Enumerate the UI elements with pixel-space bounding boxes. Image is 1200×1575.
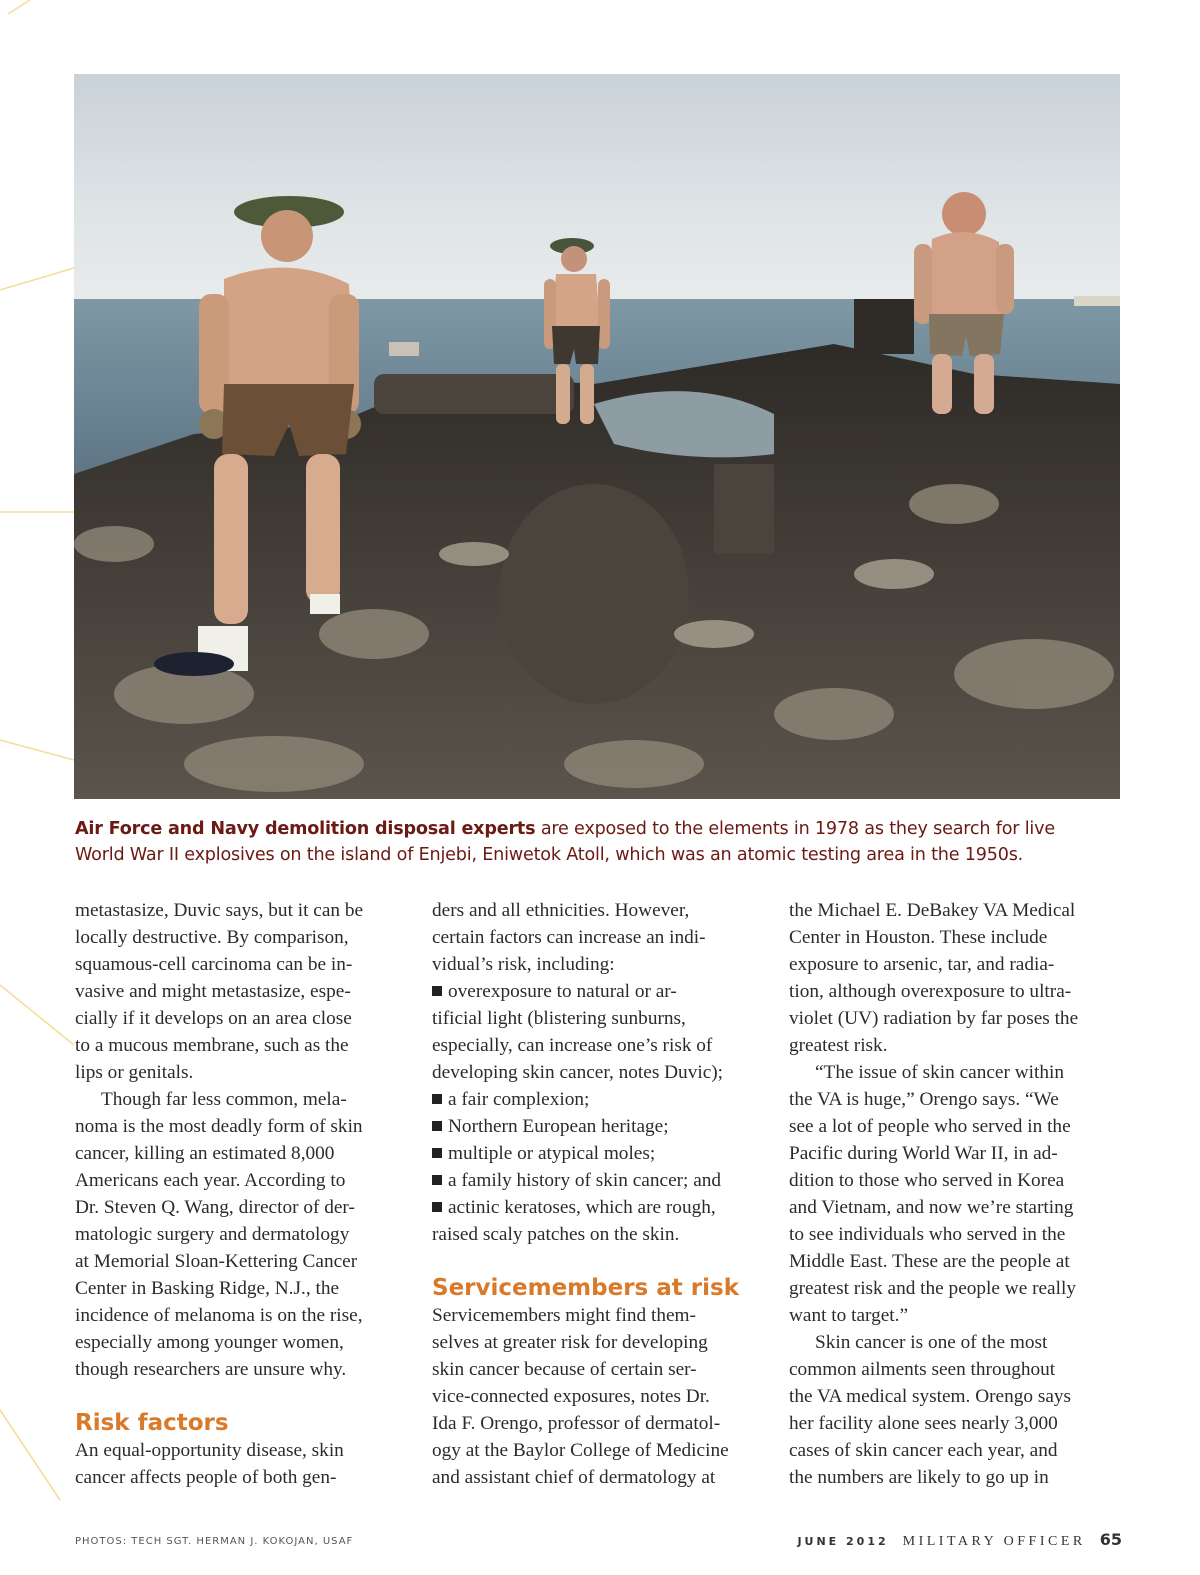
text-line: Center in Basking Ridge, N.J., the <box>75 1278 340 1299</box>
text-line: a fair complexion; <box>448 1089 590 1110</box>
text-line: especially among younger women, <box>75 1332 344 1353</box>
text-line: see a lot of people who served in the <box>789 1116 1071 1137</box>
text-line: common ailments seen throughout <box>789 1359 1056 1380</box>
paragraph <box>75 1086 415 1383</box>
text-line: vasive and might metastasize, espe- <box>75 981 351 1002</box>
text-line: at Memorial Sloan-Kettering Cancer <box>75 1251 358 1272</box>
bullet-item <box>432 1167 772 1194</box>
text-line: vice-connected exposures, notes Dr. <box>432 1386 710 1407</box>
text-line: the VA medical system. Orengo says <box>789 1386 1072 1407</box>
text-line: Pacific during World War II, in ad- <box>789 1143 1058 1164</box>
text-line: the Michael E. DeBakey VA Medical <box>789 900 1076 921</box>
paragraph <box>432 1302 772 1491</box>
bullet-item <box>432 1140 772 1167</box>
text-line: want to target.” <box>789 1305 909 1326</box>
text-line: metastasize, Duvic says, but it can be <box>75 900 364 921</box>
photo-caption <box>75 816 1125 868</box>
text-line: to see individuals who served in the <box>789 1224 1066 1245</box>
text-line: actinic keratoses, which are rough, <box>448 1197 716 1218</box>
caption-text: World War II explosives on the island of Enjebi, Eniwetok Atoll, which was an atomic testing area in the 1950s. <box>75 845 1024 865</box>
text-line: matologic surgery and dermatology <box>75 1224 350 1245</box>
photo-credit: PHOTOS: TECH SGT. HERMAN J. KOKOJAN, USAF <box>75 1536 354 1547</box>
text-line: Middle East. These are the people at <box>789 1251 1070 1272</box>
text-line: incidence of melanoma is on the rise, <box>75 1305 363 1326</box>
text-line: overexposure to natural or ar- <box>448 981 677 1002</box>
text-line: locally destructive. By comparison, <box>75 927 349 948</box>
text-line: ders and all ethnicities. However, <box>432 900 690 921</box>
article-column-3 <box>789 897 1129 1491</box>
text-line: Though far less common, mela- <box>101 1089 347 1110</box>
text-line: cancer, killing an estimated 8,000 <box>75 1143 335 1164</box>
text-line: a family history of skin cancer; and <box>448 1170 722 1191</box>
hero-photo <box>74 74 1120 799</box>
text-line: Northern European heritage; <box>448 1116 669 1137</box>
bullet-square-icon <box>432 986 442 996</box>
text-line: violet (UV) radiation by far poses the <box>789 1008 1079 1029</box>
paragraph <box>789 897 1129 1059</box>
text-line: squamous-cell carcinoma can be in- <box>75 954 353 975</box>
text-line: and assistant chief of dermatology at <box>432 1467 716 1488</box>
text-line: Dr. Steven Q. Wang, director of der- <box>75 1197 355 1218</box>
bullet-item <box>432 1086 772 1113</box>
text-line: An equal-opportunity disease, skin <box>75 1440 344 1461</box>
bullet-item <box>432 978 772 1086</box>
text-line: raised scaly patches on the skin. <box>432 1224 680 1245</box>
bullet-item <box>432 1113 772 1140</box>
text-line: skin cancer because of certain ser- <box>432 1359 697 1380</box>
text-line: cancer affects people of both gen- <box>75 1467 337 1488</box>
section-heading-risk-factors: Risk factors <box>75 1410 229 1436</box>
text-line: Ida F. Orengo, professor of dermatol- <box>432 1413 721 1434</box>
text-line: lips or genitals. <box>75 1062 194 1083</box>
text-line: greatest risk and the people we really <box>789 1278 1076 1299</box>
bullet-square-icon <box>432 1121 442 1131</box>
paragraph <box>75 897 415 1086</box>
paragraph <box>432 897 772 978</box>
text-line: and Vietnam, and now we’re starting <box>789 1197 1074 1218</box>
text-line: tificial light (blistering sunburns, <box>432 1008 686 1029</box>
bullet-item <box>432 1194 772 1248</box>
magazine-name: MILITARY OFFICER <box>902 1534 1086 1549</box>
text-line: certain factors can increase an indi- <box>432 927 706 948</box>
page-footer <box>797 1530 1122 1550</box>
issue-date: JUNE 2012 <box>797 1535 889 1548</box>
caption-text: are exposed to the elements in 1978 as they search for live <box>535 819 1055 839</box>
text-line: Americans each year. According to <box>75 1170 346 1191</box>
text-line: her facility alone sees nearly 3,000 <box>789 1413 1058 1434</box>
bullet-square-icon <box>432 1202 442 1212</box>
bullet-square-icon <box>432 1175 442 1185</box>
text-line: dition to those who served in Korea <box>789 1170 1065 1191</box>
article-column-2 <box>432 897 772 1491</box>
text-line: developing skin cancer, notes Duvic); <box>432 1062 724 1083</box>
text-line: though researchers are unsure why. <box>75 1359 347 1380</box>
text-line: noma is the most deadly form of skin <box>75 1116 363 1137</box>
article-column-1 <box>75 897 415 1491</box>
text-line: cases of skin cancer each year, and <box>789 1440 1058 1461</box>
text-line: vidual’s risk, including: <box>432 954 615 975</box>
page-number: 65 <box>1099 1530 1122 1549</box>
text-line: multiple or atypical moles; <box>448 1143 656 1164</box>
text-line: the VA is huge,” Orengo says. “We <box>789 1089 1059 1110</box>
text-line: selves at greater risk for developing <box>432 1332 708 1353</box>
section-heading-servicemembers-at-risk: Servicemembers at risk <box>432 1275 739 1301</box>
caption-lead: Air Force and Navy demolition disposal experts <box>75 819 536 839</box>
text-line: the numbers are likely to go up in <box>789 1467 1049 1488</box>
paragraph <box>789 1059 1129 1329</box>
text-line: tion, although overexposure to ultra- <box>789 981 1072 1002</box>
text-line: especially, can increase one’s risk of <box>432 1035 713 1056</box>
text-line: greatest risk. <box>789 1035 888 1056</box>
bullet-square-icon <box>432 1094 442 1104</box>
paragraph <box>789 1329 1129 1491</box>
text-line: to a mucous membrane, such as the <box>75 1035 349 1056</box>
text-line: exposure to arsenic, tar, and radia- <box>789 954 1055 975</box>
text-line: Servicemembers might find them- <box>432 1305 696 1326</box>
text-line: Skin cancer is one of the most <box>815 1332 1048 1353</box>
text-line: Center in Houston. These include <box>789 927 1048 948</box>
text-line: cially if it develops on an area close <box>75 1008 352 1029</box>
paragraph <box>75 1437 415 1491</box>
text-line: ogy at the Baylor College of Medicine <box>432 1440 729 1461</box>
text-line: “The issue of skin cancer within <box>815 1062 1064 1083</box>
bullet-square-icon <box>432 1148 442 1158</box>
